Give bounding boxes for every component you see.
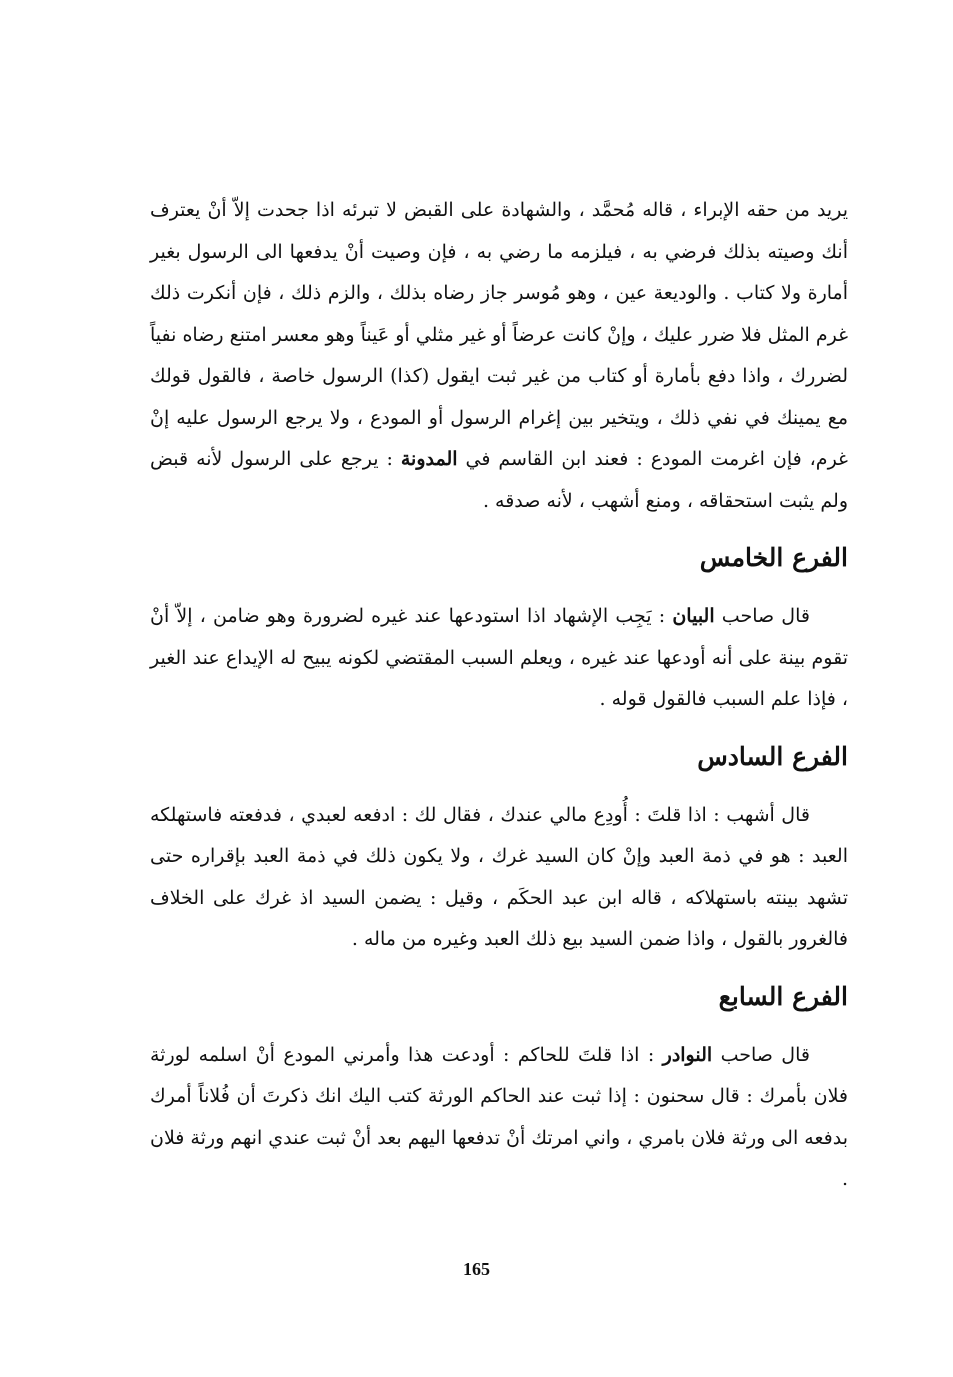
paragraph-text: يريد من حقه الإبراء ، قاله مُحمَّد ، والشهادة على القبض لا تبرئه اذا جحدت إلاّ أنْ يعترف أنك وصيته بذلك فرضي به ، فيلزمه ما رضي به ، فإن وصيت أنْ يدفعها الى الرسول بغير أمارة ولا كتاب . والوديعة عين ، وهو مُوسر جاز رضاه بذلك ، والزم ذلك ، فإن أنكرت ذلك غرم المثل فلا ضرر عليك ، وإنْ كانت عرضاً أو غير مثلي أو عَيناً وهو معسر امتنع رضاه نفياً لضررك ، واذا دفع بأمارة أو كتاب من غير ثبت ايقول (كذا) الرسول خاصة ، فالقول قولك مع يمينك في نفي ذلك ، ويتخير بين إغرام الرسول أو المودع ، ولا يرجع الرسول عليه إنْ غرم، فإن اغرمت المودع : فعند ابن القاسم في	[150, 199, 848, 470]
section-heading: الفرع السادس	[697, 741, 848, 771]
book-title: المدونة	[400, 448, 458, 470]
paragraph-text: قال صاحب	[714, 605, 810, 627]
book-title: البيان	[672, 605, 715, 627]
book-title: النوادر	[662, 1043, 713, 1066]
body-paragraph	[150, 190, 848, 522]
body-paragraph	[150, 596, 848, 721]
section-heading: الفرع الخامس	[699, 543, 848, 572]
page-number: 165	[463, 1259, 490, 1279]
paragraph-text: : يرجع على الرسول لأنه قبض ولم يثبت استحقاقه ، ومنع أشهب ، لأنه صدقه .	[150, 448, 848, 512]
paragraph-text: قال صاحب	[712, 1043, 810, 1066]
section-heading: الفرع السابع	[718, 981, 848, 1011]
body-paragraph: قال أشهب : اذا قلتَ : أُودِع مالي عندك ، فقال لك : ادفعه لعبدي ، فدفعته فاستهلكه العبد : هو في ذمة العبد وإنْ كان السيد غرك ، ولا يكون ذلك في ذمة العبد بإقراره حتى تشهد بينته باستهلاكه ، قاله ابن عبد الحكَم ، وقيل : يضمن السيد اذ غرك على الخلاف فالغرور بالقول ، واذا ضمن السيد بيع ذلك العبد وغيره من ماله .	[150, 803, 848, 950]
paragraph-text: : اذا قلتَ للحاكم : أودعت هذا وأمرني المودع أنْ اسلمه لورثة فلان بأمرك : قال سحنون : إذا ثبت عند الحاكم الورثة كتب اليك انك ذكرتَ أن فُلاناً أمرك بدفعه الى ورثة فلان بامري ، واني امرتك أنْ تدفعها اليهم بعد أنْ ثبت عندي انهم ورثة فلان .	[150, 1043, 848, 1190]
document-body	[150, 190, 848, 1201]
body-paragraph	[150, 1035, 848, 1201]
paragraph-text: : يَجِب الإشهاد اذا استودعها عند غيره لضرورة وهو ضامن ، إلاّ أنْ تقوم بينة على أنه أودعها عند غيره ، ويعلم السبب المقتضي لكونه يبيح له الإيداع عند الغير ، فإذا علم السبب فالقول قوله .	[150, 605, 848, 710]
